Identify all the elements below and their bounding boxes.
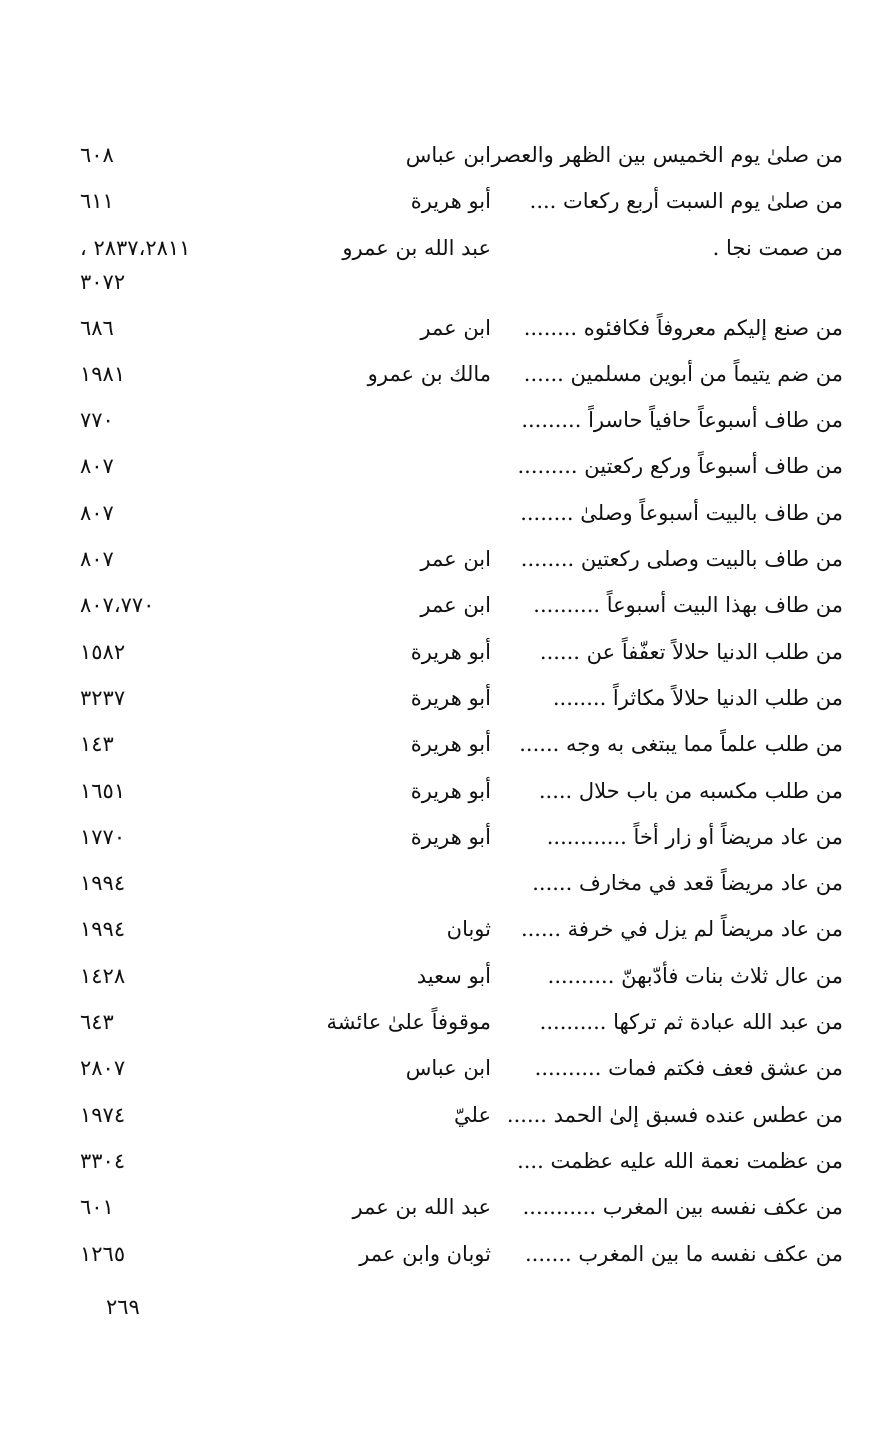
page-reference-number: ١٩٧٤ — [80, 1102, 126, 1127]
hadith-text: من عال ثلاث بنات فأدّبهنّ .......... — [547, 963, 843, 988]
page-reference — [80, 357, 270, 391]
index-entry-row — [0, 403, 891, 449]
hadith-text: من صمت نجا . — [712, 235, 843, 260]
page-reference-number: ١٤٢٨ — [80, 963, 126, 988]
hadith-text: من عكف نفسه ما بين المغرب ....... — [524, 1241, 843, 1266]
hadith-text: من طلب الدنيا حلالاً تعفّفاً عن ...... — [539, 639, 843, 664]
page-reference — [80, 1237, 270, 1271]
index-entry-row — [0, 496, 891, 542]
hadith-text: من عاد مريضاً قعد في مخارف ...... — [532, 871, 843, 896]
narrator-name: أبو هريرة — [410, 824, 491, 849]
hadith-text: من طاف بالبيت أسبوعاً وصلىٰ ........ — [520, 500, 843, 525]
index-entry-row — [0, 449, 891, 495]
index-entry-row — [0, 727, 891, 773]
narrator-name: مالك بن عمرو — [367, 361, 491, 386]
page-reference-number: ٦٠٨ — [80, 143, 114, 167]
page-reference — [80, 820, 270, 854]
narrator-name: عبد الله بن عمرو — [342, 235, 491, 260]
hadith-text: من صلىٰ يوم الخميس بين الظهر والعصر — [491, 143, 843, 167]
hadith-text: من عطس عنده فسبق إلىٰ الحمد ...... — [506, 1102, 843, 1127]
index-entry-row — [0, 959, 891, 1005]
page-reference-number: ٨٠٧ — [80, 500, 114, 525]
narrator-name: ابن عمر — [420, 547, 491, 572]
page-reference-number: ٣٢٣٧ — [80, 685, 126, 710]
hadith-text: من عاد مريضاً أو زار أخاً ............ — [546, 824, 843, 849]
index-entry-row — [0, 681, 891, 727]
narrator-name: أبو هريرة — [410, 639, 491, 664]
page-reference-number: ٣٠٧٢ — [80, 269, 126, 294]
page-reference-number: ١٤٣ — [80, 732, 114, 757]
narrator-name: أبو هريرة — [410, 189, 491, 214]
index-entry-row — [0, 1005, 891, 1051]
index-entry-row — [0, 1190, 891, 1236]
hadith-text: من صلىٰ يوم السبت أربع ركعات .... — [529, 189, 843, 214]
index-entry-row — [0, 774, 891, 820]
page-reference-number: ٦٨٦ — [80, 315, 114, 340]
page-reference — [80, 542, 270, 576]
hadith-text: من عكف نفسه بين المغرب ........... — [522, 1195, 843, 1220]
page-reference-number: ٦١١ — [80, 189, 114, 214]
page-reference — [80, 912, 270, 946]
page-reference-number: ٢٨٠٧ — [80, 1056, 126, 1081]
page-reference-number: ٨٠٧،٧٧٠ — [80, 593, 155, 618]
page-reference — [80, 138, 270, 172]
page-reference-number: ٨٠٧ — [80, 547, 114, 572]
page-reference-number: ١٧٧٠ — [80, 824, 126, 849]
page-reference — [80, 774, 270, 808]
index-entry-row — [0, 231, 891, 311]
page-reference — [80, 184, 270, 218]
narrator-name: أبو هريرة — [410, 732, 491, 757]
page-reference — [80, 1190, 270, 1224]
page-reference-number: ٣٣٠٤ — [80, 1148, 126, 1173]
page-reference — [80, 1144, 270, 1178]
index-entry-row — [0, 1144, 891, 1190]
narrator-name: أبو هريرة — [410, 778, 491, 803]
page-reference-number: ١٩٨١ — [80, 361, 126, 386]
page-reference — [80, 959, 270, 993]
page-reference — [80, 311, 270, 345]
hadith-index-table — [0, 138, 891, 1283]
hadith-text: من طلب الدنيا حلالاً مكاثراً ........ — [552, 685, 843, 710]
hadith-text: من عظمت نعمة الله عليه عظمت .... — [517, 1148, 843, 1173]
index-entry-row — [0, 635, 891, 681]
index-entry-row — [0, 138, 891, 184]
index-entry-row — [0, 820, 891, 866]
page-reference-number: ١٩٩٤ — [80, 917, 126, 942]
index-entry-row — [0, 1098, 891, 1144]
index-entry-row — [0, 1051, 891, 1097]
narrator-name: ابن عباس — [405, 143, 491, 167]
index-entry-row — [0, 311, 891, 357]
hadith-text: من طاف بالبيت وصلى ركعتين ........ — [520, 547, 843, 572]
page-reference — [80, 866, 270, 900]
page-reference-number: ٦٤٣ — [80, 1010, 114, 1035]
narrator-name: أبو هريرة — [410, 685, 491, 710]
page-reference-number: ٧٧٠ — [80, 408, 114, 433]
narrator-name: موقوفاً علىٰ عائشة — [326, 1010, 491, 1035]
index-entry-row — [0, 184, 891, 230]
page-reference-number: ١٥٨٢ — [80, 639, 126, 664]
hadith-text: من طاف أسبوعاً حافياً حاسراً ......... — [521, 408, 843, 433]
narrator-name: ثوبان وابن عمر — [359, 1241, 491, 1266]
hadith-text: من طاف أسبوعاً وركع ركعتين ......... — [517, 454, 843, 479]
page-reference-number: ١٢٦٥ — [80, 1241, 126, 1266]
page-number: ٢٦٩ — [106, 1295, 140, 1319]
page-reference — [80, 1098, 270, 1132]
hadith-text: من طلب مكسبه من باب حلال ..... — [538, 778, 843, 803]
narrator-name: أبو سعيد — [416, 963, 491, 988]
page-reference-number: ٦٠١ — [80, 1195, 114, 1220]
narrator-name: ابن عباس — [405, 1056, 491, 1081]
page-reference — [80, 231, 270, 299]
page-reference-number: ١٩٩٤ — [80, 871, 126, 896]
page-reference — [80, 588, 270, 622]
index-entry-row — [0, 912, 891, 958]
page-reference — [80, 403, 270, 437]
page-reference-number: ٢٨٣٧،٢٨١١ ، — [80, 235, 191, 260]
page-reference — [80, 496, 270, 530]
page-reference — [80, 681, 270, 715]
page-reference-number: ١٦٥١ — [80, 778, 126, 803]
narrator-name: عليّ — [454, 1102, 491, 1127]
narrator-name: ثوبان — [446, 917, 491, 942]
hadith-text: من صنع إليكم معروفاً فكافئوه ........ — [523, 315, 843, 340]
page-reference — [80, 449, 270, 483]
narrator-name: ابن عمر — [420, 315, 491, 340]
hadith-text: من طاف بهذا البيت أسبوعاً .......... — [533, 593, 843, 618]
hadith-text: من عشق فعف فكتم فمات .......... — [534, 1056, 843, 1081]
index-entry-row — [0, 866, 891, 912]
index-entry-row — [0, 1237, 891, 1283]
page-reference — [80, 727, 270, 761]
hadith-text: من عاد مريضاً لم يزل في خرفة ...... — [520, 917, 843, 942]
page-reference — [80, 635, 270, 669]
index-entry-row — [0, 588, 891, 634]
page-reference — [80, 1005, 270, 1039]
hadith-text: من عبد الله عبادة ثم تركها .......... — [539, 1010, 843, 1035]
page-reference — [80, 1051, 270, 1085]
hadith-text: من ضم يتيماً من أبوين مسلمين ...... — [523, 361, 843, 386]
narrator-name: ابن عمر — [420, 593, 491, 618]
narrator-name: عبد الله بن عمر — [352, 1195, 491, 1220]
index-entry-row — [0, 542, 891, 588]
index-entry-row — [0, 357, 891, 403]
hadith-text: من طلب علماً مما يبتغى به وجه ...... — [519, 732, 843, 757]
page-reference-number: ٨٠٧ — [80, 454, 114, 479]
